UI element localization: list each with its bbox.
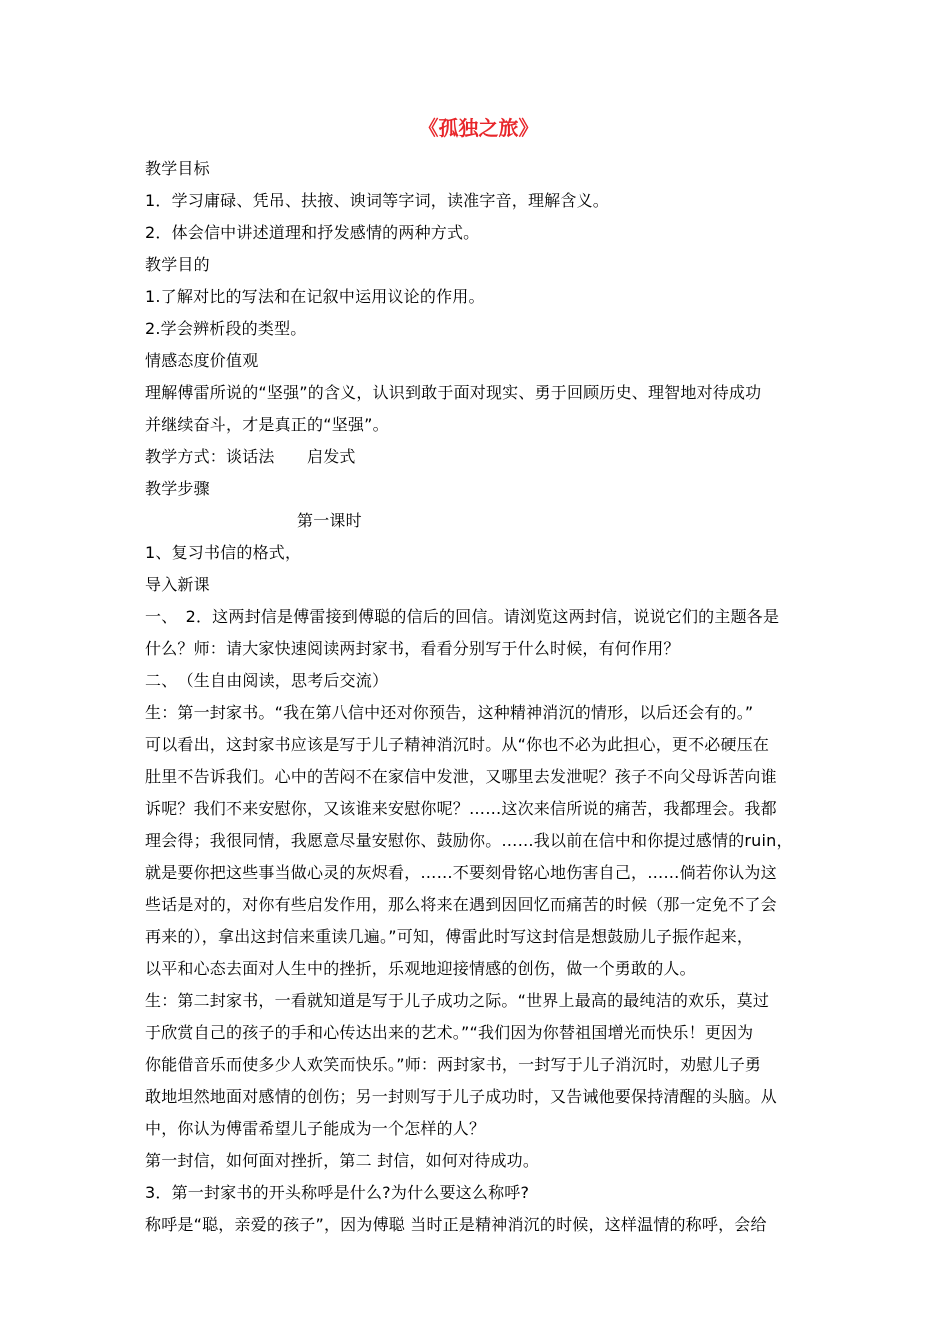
text-line: 并继续奋斗，才是真正的“坚强”。 <box>145 415 389 434</box>
text-line: 1、复习书信的格式， <box>145 543 302 562</box>
text-line: 生：第一封家书。“我在第八信中还对你预告，这种精神消沉的情形，以后还会有的。” <box>145 703 754 722</box>
text-line: 些话是对的，对你有些启发作用，那么将来在遇到因回忆而痛苦的时候（那一定免不了会 <box>145 895 777 914</box>
text-line: 教学步骤 <box>145 479 210 498</box>
text-line: 导入新课 <box>145 575 210 594</box>
text-line: 你能借音乐而使多少人欢笑而快乐。”师：两封家书，一封写于儿子消沉时，劝慰儿子勇 <box>145 1055 762 1074</box>
text-line: 理会得；我很同情，我愿意尽量安慰你、鼓励你。……我以前在信中和你提过感情的ruin， <box>145 831 793 850</box>
text-line: 称呼是“聪，亲爱的孩子”，因为傅聪 当时正是精神消沉的时候，这样温情的称呼，会给 <box>145 1215 767 1234</box>
text-line: 中，你认为傅雷希望儿子能成为一个怎样的人？ <box>145 1119 486 1138</box>
text-line: 3．第一封家书的开头称呼是什么?为什么要这么称呼? <box>145 1183 530 1202</box>
text-line: 教学目的 <box>145 255 210 274</box>
text-line: 第一封信，如何面对挫折，第二 封信，如何对待成功。 <box>145 1151 540 1170</box>
text-line: 肚里不告诉我们。心中的苦闷不在家信中发泄，又哪里去发泄呢？孩子不向父母诉苦向谁 <box>145 767 777 786</box>
text-line: 再来的），拿出这封信来重读几遍。”可知，傅雷此时写这封信是想鼓励儿子振作起来， <box>145 927 754 946</box>
section-heading: 第一课时 <box>297 511 362 530</box>
text-line: 2.学会辨析段的类型。 <box>145 319 307 338</box>
text-line: 于欣赏自己的孩子的手和心传达出来的艺术。”“我们因为你替祖国增光而快乐！更因为 <box>145 1023 754 1042</box>
text-line: 教学目标 <box>145 159 210 178</box>
text-line: 2．体会信中讲述道理和抒发感情的两种方式。 <box>145 223 480 242</box>
text-line: 就是要你把这些事当做心灵的灰烬看，……不要刻骨铭心地伤害自己，……倘若你认为这 <box>145 863 777 882</box>
text-line: 生：第二封家书，一看就知道是写于儿子成功之际。“世界上最高的最纯洁的欢乐，莫过 <box>145 991 770 1010</box>
text-line: 1．学习庸碌、凭吊、扶掖、谀词等字词，读准字音，理解含义。 <box>145 191 609 210</box>
text-line: 情感态度价值观 <box>145 351 259 370</box>
text-line: 敢地坦然地面对感情的创伤；另一封则写于儿子成功时，又告诫他要保持清醒的头脑。从 <box>145 1087 777 1106</box>
page-title: 《孤独之旅》 <box>418 116 539 140</box>
text-line: 1.了解对比的写法和在记叙中运用议论的作用。 <box>145 287 485 306</box>
text-line: 以平和心态去面对人生中的挫折，乐观地迎接情感的创伤，做一个勇敢的人。 <box>145 959 696 978</box>
text-line: 什么？师：请大家快速阅读两封家书，看看分别写于什么时候，有何作用？ <box>145 639 680 658</box>
text-line: 一、 2．这两封信是傅雷接到傅聪的信后的回信。请浏览这两封信，说说它们的主题各是 <box>145 607 780 626</box>
document-body <box>145 153 800 1241</box>
text-line: 诉呢？我们不来安慰你，又该谁来安慰你呢？……这次来信所说的痛苦，我都理会。我都 <box>145 799 777 818</box>
text-line: 理解傅雷所说的“坚强”的含义，认识到敢于面对现实、勇于回顾历史、理智地对待成功 <box>145 383 762 402</box>
text-line: 可以看出，这封家书应该是写于儿子精神消沉时。从“你也不必为此担心，更不必硬压在 <box>145 735 770 754</box>
text-line: 教学方式：谈话法 启发式 <box>145 447 356 466</box>
text-line: 二、 （生自由阅读，思考后交流） <box>145 671 389 690</box>
